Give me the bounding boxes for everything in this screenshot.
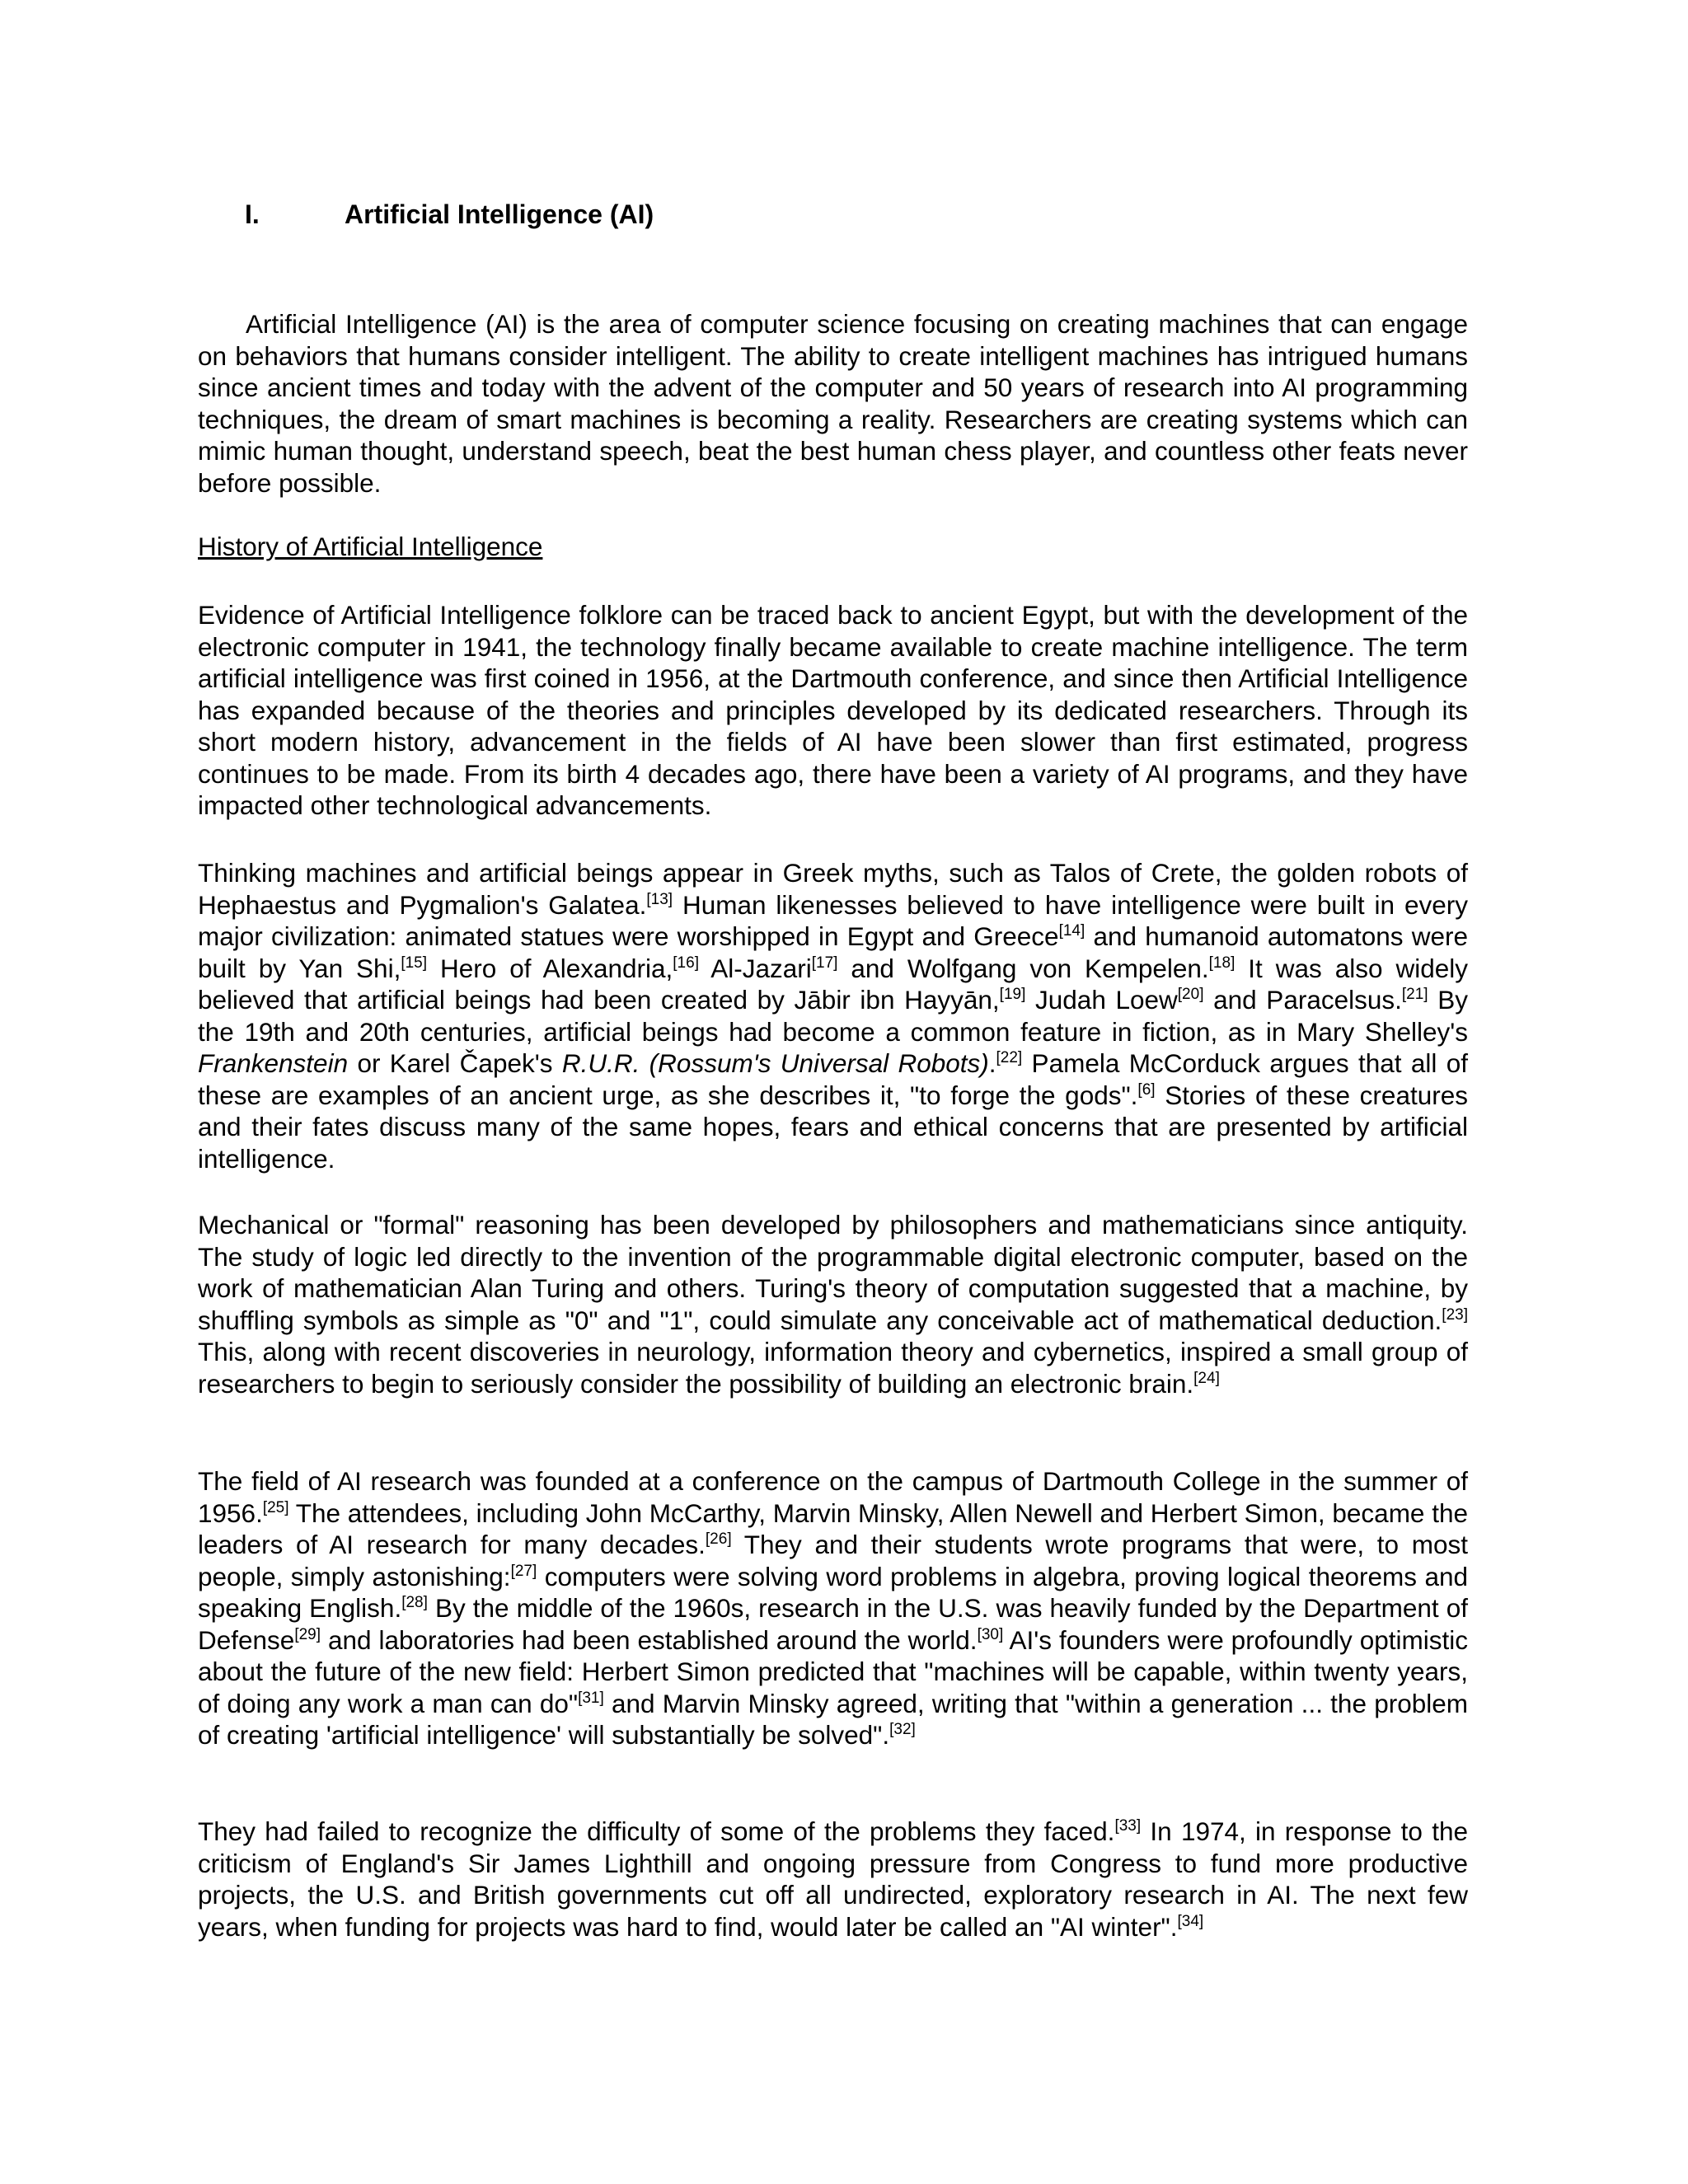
history-subheading: History of Artificial Intelligence <box>198 532 543 561</box>
book-title: R.U.R. (Rossum's Universal Robots) <box>561 1048 989 1078</box>
citation: [15] <box>401 954 428 972</box>
text-run: and Marvin Minsky agreed, writing that "within a generation ... the problem of creating 'artificial intelligence' will substantially be solved". <box>198 1688 1468 1750</box>
citation: [33] <box>1114 1817 1142 1835</box>
section-title: Artificial Intelligence (AI) <box>345 199 654 229</box>
text-run: and humanoid automatons were built by Yan Shi, <box>198 921 1468 983</box>
text-run: They and their students wrote programs that were, to most people, simply astonishing: <box>198 1530 1468 1591</box>
citation: [28] <box>401 1594 428 1611</box>
citation: [17] <box>811 954 838 972</box>
text-run: Judah Loew <box>1025 985 1178 1015</box>
citation: [27] <box>510 1562 537 1580</box>
citation: [32] <box>889 1721 916 1738</box>
text-run: AI's founders were profoundly optimistic about the future of the new field: Herbert Simon predicted that "machines will be capable, within twenty years, of doing any work a man can do" <box>198 1624 1468 1718</box>
citation: [23] <box>1442 1305 1468 1324</box>
text-run: It was also widely believed that artificial beings had been created by Jābir ibn Hayyān, <box>198 953 1468 1015</box>
citation: [21] <box>1401 986 1428 1003</box>
text-run: Pamela McCorduck argues that all of these are examples of an ancient urge, as she describes it, "to forge the gods". <box>198 1048 1469 1110</box>
citation: [6] <box>1137 1080 1156 1099</box>
history-paragraph-5 <box>198 1816 1468 1943</box>
history-paragraph-1: Evidence of Artificial Intelligence folklore can be traced back to ancient Egypt, but with the development of the electronic computer in 1941, the technology finally became available to create machine intelligence. The term artificial intelligence was first coined in 1956, at the Dartmouth conference, and since then Artificial Intelligence has expanded because of the theories and principles developed by its dedicated researchers. Through its short modern history, advancement in the fields of AI have been slower than first estimated, progress continues to be made. From its birth 4 decades ago, there have been a variety of AI programs, and they have impacted other technological advancements. <box>198 600 1468 820</box>
section-number: I. <box>245 199 260 229</box>
text-run: The attendees, including John McCarthy, Marvin Minsky, Allen Newell and Herbert Simon, became the leaders of AI research for many decades. <box>198 1497 1468 1559</box>
citation: [13] <box>646 890 673 908</box>
citation: [14] <box>1058 922 1085 940</box>
text-run: Hero of Alexandria, <box>427 953 673 983</box>
section-heading <box>245 198 654 231</box>
text-run: Mechanical or "formal" reasoning has been developed by philosophers and mathematicians since antiquity. The study of logic led directly to the invention of the programmable digital electronic computer, based on the work of mathematician Alan Turing and others. Turing's theory of computation suggested that a machine, by shuffling symbols as simple as "0" and "1", could simulate any conceivable act of mathematical deduction. <box>198 1210 1468 1335</box>
text-run: By the 19th and 20th centuries, artificial beings had become a common feature in fiction, as in Mary Shelley's <box>198 985 1468 1047</box>
text-run: This, along with recent discoveries in neurology, information theory and cybernetics, inspired a small group of researchers to begin to seriously consider the possibility of building an electronic brain. <box>198 1337 1468 1399</box>
citation: [25] <box>262 1498 289 1516</box>
text-run: Human likenesses believed to have intelligence were built in every major civilization: animated statues were worshipped in Egypt and Greece <box>198 889 1468 951</box>
citation: [19] <box>999 986 1026 1003</box>
history-paragraph-4 <box>198 1465 1468 1751</box>
text-run: and laboratories had been established around the world. <box>321 1624 978 1655</box>
book-title: Frankenstein <box>198 1048 349 1078</box>
citation: [22] <box>996 1049 1023 1066</box>
text-run: and Paracelsus. <box>1203 985 1402 1015</box>
text-run: and Wolfgang von Kempelen. <box>837 953 1209 983</box>
citation: [30] <box>977 1625 1004 1643</box>
citation: [18] <box>1208 954 1236 972</box>
text-run: Stories of these creatures and their fates discuss many of the same hopes, fears and ethical concerns that are presented by artificial intelligence. <box>198 1080 1468 1174</box>
text-run: computers were solving word problems in algebra, proving logical theorems and speaking English. <box>198 1561 1469 1623</box>
citation: [16] <box>673 954 699 972</box>
citation: [29] <box>294 1625 321 1643</box>
text-run: In 1974, in response to the criticism of England's Sir James Lighthill and ongoing pressure from Congress to fund more productive projects, the U.S. and British governments cut off all undirected, exploratory research in AI. The next few years, when funding for projects was hard to find, would later be called an "AI winter". <box>198 1816 1468 1942</box>
text-run: Thinking machines and artificial beings appear in Greek myths, such as Talos of Crete, the golden robots of Hephaestus and Pygmalion's Galatea. <box>198 858 1468 920</box>
text-run: . <box>988 1048 996 1078</box>
history-paragraph-3 <box>198 1209 1468 1399</box>
citation: [31] <box>578 1689 604 1707</box>
intro-paragraph: Artificial Intelligence (AI) is the area of computer science focusing on creating machines that can engage on behaviors that humans consider intelligent. The ability to create intelligent machines has intrigued humans since ancient times and today with the advent of the computer and 50 years of research into AI programming techniques, the dream of smart machines is becoming a reality. Researchers are creating systems which can mimic human thought, understand speech, beat the best human chess player, and countless other feats never before possible. <box>198 309 1468 498</box>
citation: [26] <box>705 1530 732 1548</box>
citation: [34] <box>1177 1912 1204 1930</box>
text-run: By the middle of the 1960s, research in the U.S. was heavily funded by the Department of Defense <box>198 1593 1468 1655</box>
citation: [24] <box>1193 1369 1220 1387</box>
history-paragraph-2 <box>198 857 1468 1174</box>
text-run: They had failed to recognize the difficulty of some of the problems they faced. <box>198 1816 1115 1846</box>
citation: [20] <box>1177 986 1204 1003</box>
text-run: The field of AI research was founded at a conference on the campus of Dartmouth College in the summer of 1956. <box>198 1466 1468 1528</box>
text-run: Al-Jazari <box>698 953 812 983</box>
text-run: or Karel Čapek's <box>348 1048 562 1078</box>
